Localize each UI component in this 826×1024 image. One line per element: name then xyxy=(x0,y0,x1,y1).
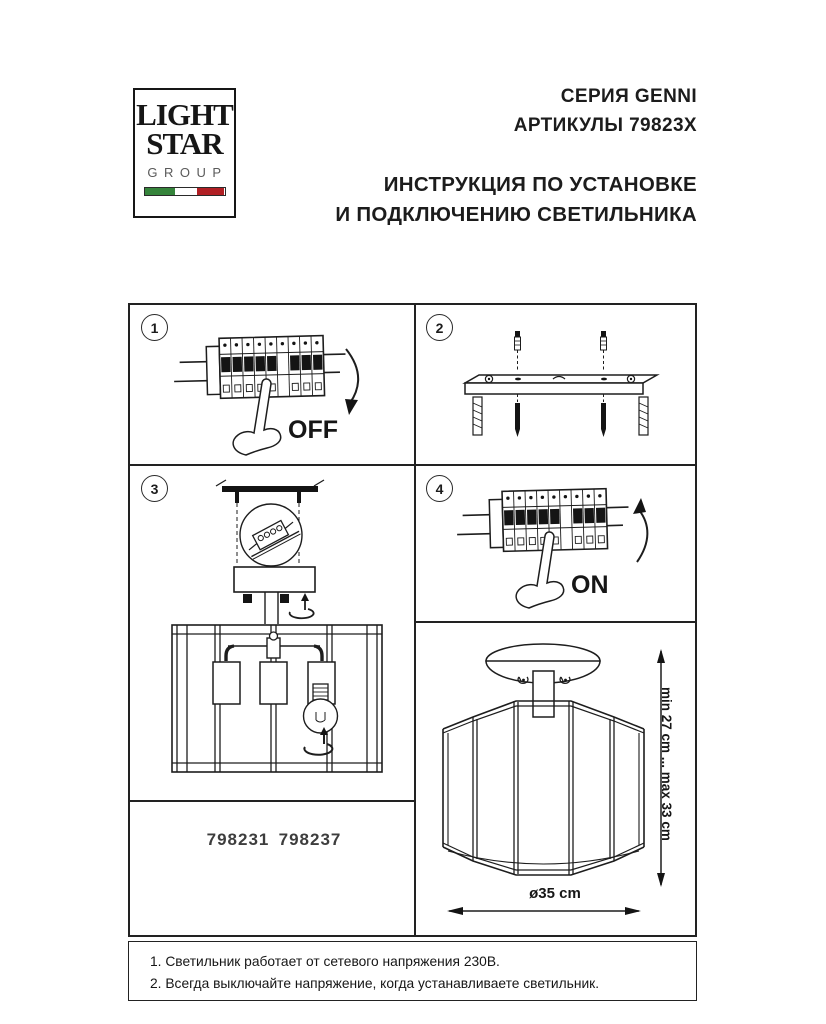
mounting-bracket-illustration xyxy=(415,305,695,464)
diameter-dimension-arrow xyxy=(447,907,641,915)
instruction-title-line1: ИНСТРУКЦИЯ ПО УСТАНОВКЕ xyxy=(383,173,697,196)
screw-icon xyxy=(601,394,606,437)
step-number-badge xyxy=(426,314,453,341)
step-number-badge xyxy=(141,475,168,502)
step1-number: 1 xyxy=(150,319,159,336)
logo-word-star: STAR xyxy=(146,125,223,161)
breaker-off-illustration xyxy=(130,305,414,464)
articles-qr-panel xyxy=(130,802,414,935)
flag-white-segment xyxy=(175,188,197,195)
screw-icon xyxy=(515,331,521,371)
arrow-up-curve xyxy=(637,510,647,562)
header xyxy=(335,86,697,229)
lightstar-logo xyxy=(133,88,236,218)
note-line-1: 1. Светильник работает от сетевого напряжения 230В. xyxy=(150,954,500,969)
notes-box xyxy=(128,941,697,1001)
wall-plug-icon xyxy=(639,397,648,435)
breaker-on-illustration xyxy=(415,466,695,621)
height-range-label: min 27 cm ... max 33 cm xyxy=(659,687,674,841)
diameter-label: ø35 cm xyxy=(529,885,581,902)
arrow-down-curve xyxy=(346,349,358,403)
qr-code xyxy=(212,856,264,908)
instruction-title-line2: И ПОДКЛЮЧЕНИЮ СВЕТИЛЬНИКА xyxy=(335,202,697,226)
italian-flag-stripe xyxy=(144,187,226,196)
wall-plug-icon xyxy=(473,397,482,435)
step4-panel xyxy=(415,466,695,621)
step-number-badge xyxy=(141,314,168,341)
on-label: ON xyxy=(571,571,609,599)
step4-number: 4 xyxy=(435,480,444,497)
step-number-badge xyxy=(426,475,453,502)
instruction-title xyxy=(335,170,697,229)
step3-number: 3 xyxy=(150,480,159,497)
series-title: СЕРИЯ GENNI xyxy=(560,86,697,107)
step3-panel xyxy=(130,466,414,800)
off-label: OFF xyxy=(288,416,338,444)
assembly-illustration xyxy=(130,466,414,800)
flag-green-segment xyxy=(145,188,175,195)
screw-icon xyxy=(601,331,607,371)
dimensions-panel xyxy=(415,623,695,935)
step2-panel xyxy=(415,305,695,464)
qr-code xyxy=(284,856,336,908)
note-line-2: 2. Всегда выключайте напряжение, когда устанавливаете светильник. xyxy=(150,976,600,992)
logo-word-group: GROUP xyxy=(147,165,228,181)
flag-red-segment xyxy=(197,188,224,195)
step2-number: 2 xyxy=(435,319,444,336)
steps-grid xyxy=(128,303,697,937)
screw-icon xyxy=(515,394,520,437)
article-number: 798237 xyxy=(278,830,342,849)
articles-title: АРТИКУЛЫ 79823X xyxy=(513,115,697,136)
logo-word-light: LIGHT xyxy=(136,97,233,132)
drum-shade xyxy=(443,701,644,875)
rotate-arrow-icon xyxy=(290,593,314,618)
article-number: 798231 xyxy=(206,830,270,849)
step1-panel xyxy=(130,305,414,464)
